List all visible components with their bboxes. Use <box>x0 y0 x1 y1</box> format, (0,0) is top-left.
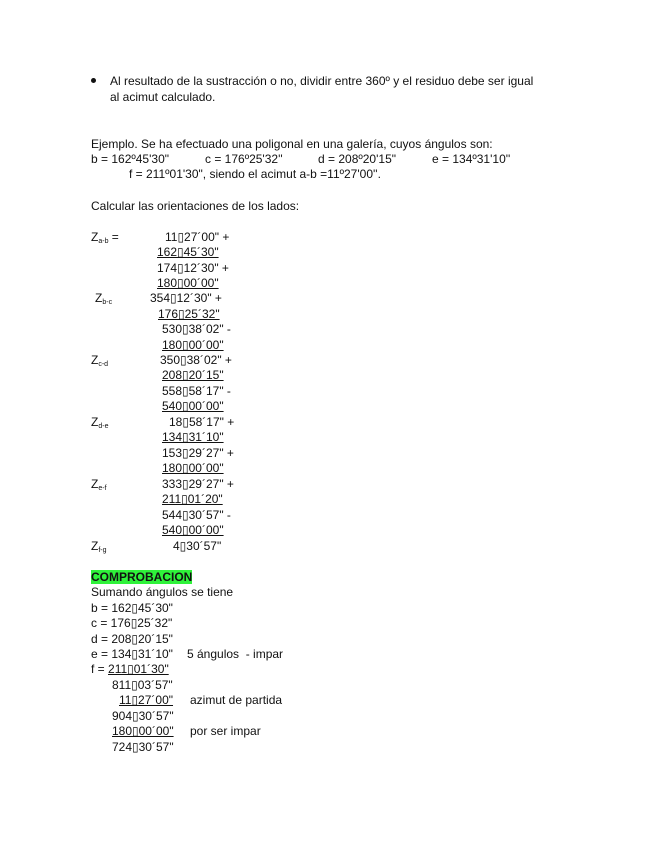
calc-line: 174▯12´30" + <box>157 261 229 275</box>
calc-line: 134▯31´10" <box>162 430 224 444</box>
check-c: c = 176▯25´32" <box>91 616 173 630</box>
example-b: b = 162º45'30" <box>91 152 169 166</box>
check-odd: 180▯00´00" <box>112 724 174 738</box>
calc-line: 153▯29´27" + <box>162 446 234 460</box>
check-result: 724▯30´57" <box>112 740 174 754</box>
z-de-label: Zd-e <box>91 415 109 430</box>
example-line: Ejemplo. Se ha efectuado una poligonal en una galería, cuyos ángulos son: <box>91 137 493 151</box>
example-d: d = 208º20'15" <box>318 152 396 166</box>
example-e: e = 134º31'10'' <box>432 152 511 166</box>
calc-line: 11▯27´00" + <box>165 230 230 244</box>
calc-line: 530▯38´02" - <box>162 322 231 336</box>
check-heading: COMPROBACION <box>91 570 193 584</box>
calc-line: 558▯58´17" - <box>162 384 231 398</box>
z-ab-label: Za-b = <box>91 230 119 245</box>
check-b: b = 162▯45´30" <box>91 601 173 615</box>
calc-line: 211▯01´20" <box>162 492 223 506</box>
check-e: e = 134▯31´10" <box>91 647 173 661</box>
check-intro: Sumando ángulos se tiene <box>91 585 234 599</box>
bullet-dot <box>91 78 96 83</box>
calc-line: 176▯25´32" <box>158 307 220 321</box>
calc-line: 350▯38´02" + <box>160 353 232 367</box>
check-sum2: 904▯30´57" <box>112 709 174 723</box>
calc-line: 180▯00´00" <box>157 276 219 290</box>
bullet-line-2: al acimut calculado. <box>110 90 216 104</box>
calc-line: 540▯00´00" <box>162 399 224 413</box>
calc-line: 544▯30´57" - <box>162 508 231 522</box>
calc-line: 180▯00´00" <box>162 461 224 475</box>
calc-line: 162▯45´30" <box>157 245 219 259</box>
check-sum1: 811▯03´57" <box>112 678 173 692</box>
calc-line: 4▯30´57" <box>173 539 222 553</box>
z-cd-label: Zc-d <box>91 353 109 368</box>
check-odd-note: por ser impar <box>190 724 261 738</box>
calc-line: 18▯58´17" + <box>169 415 235 429</box>
check-azimut: 11▯27´00" <box>119 693 174 707</box>
check-e-note: 5 ángulos - impar <box>187 647 284 661</box>
check-azimut-note: azimut de partida <box>190 693 283 707</box>
calc-line: 540▯00´00" <box>162 523 224 537</box>
calc-line: 354▯12´30" + <box>150 291 222 305</box>
example-c: c = 176º25'32'' <box>205 152 283 166</box>
calc-title: Calcular las orientaciones de los lados: <box>91 199 300 213</box>
z-ef-label: Ze-f <box>91 477 107 492</box>
check-d: d = 208▯20´15" <box>91 632 173 646</box>
z-bc-label: Zb-c <box>95 291 113 306</box>
check-f: f = 211▯01´30" <box>91 662 169 676</box>
z-fg-label: Zf-g <box>91 539 107 554</box>
calc-line: 180▯00´00" <box>162 338 224 352</box>
example-f: f = 211º01'30", siendo el acimut a-b =11º27'00''. <box>129 167 381 181</box>
calc-line: 333▯29´27" + <box>162 477 234 491</box>
bullet-line-1: Al resultado de la sustracción o no, dividir entre 360º y el residuo debe ser igual <box>110 74 534 88</box>
calc-line: 208▯20´15" <box>162 368 224 382</box>
